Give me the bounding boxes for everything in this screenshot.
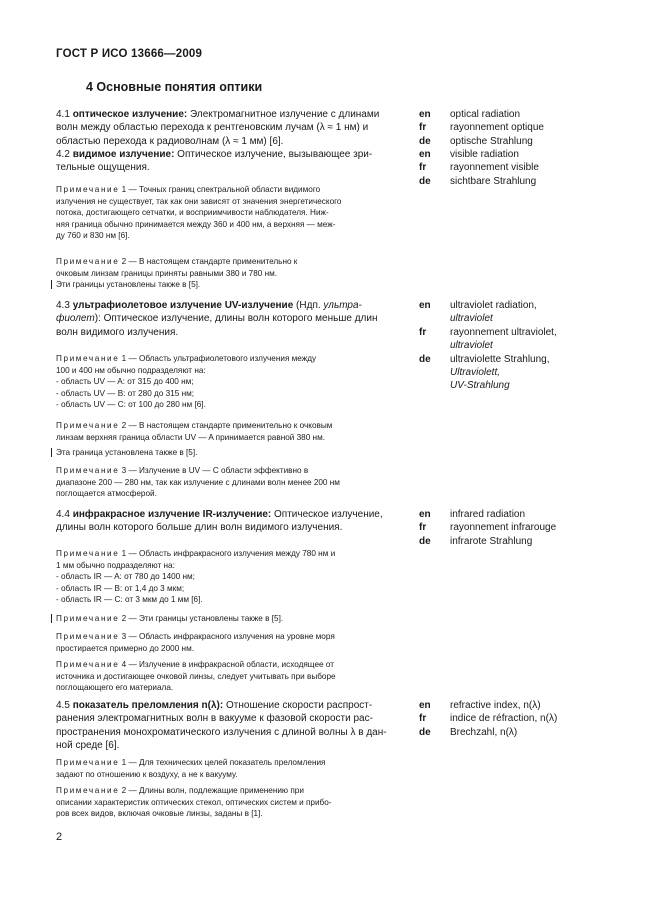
term-text: волн видимого излучения. [56,326,179,338]
note-text: 1 — Для технических целей показатель преломления [119,758,326,767]
term-text: ): Оптическое излучение, длины волн которого меньше длин [94,313,378,325]
translation: rayonnement visible [450,162,539,174]
note-4-3-1 [56,353,404,411]
translation: ultraviolette Strahlung, [450,353,550,365]
translation: indice de réfraction, n(λ) [450,713,558,725]
term-4-3 [56,299,404,339]
translations-4-4 [419,508,610,548]
note-text: - область IR — C: от 3 мкм до 1 мм [6]. [56,595,203,605]
lang-code: fr [419,713,427,725]
term-text: Электромагнитное излучение с длинами [187,109,380,120]
lang-code: de [419,726,431,738]
note-4-4-1 [56,548,404,606]
term-number: 4.3 [56,300,73,311]
translation: infrared radiation [450,509,526,520]
note-4-4-3 [56,631,404,654]
term-name: показатель преломления n(λ): [72,700,224,711]
note-text: 1 — Точных границ спектральной области видимого [119,185,321,194]
note-text: - область IR — A: от 780 до 1400 нм; [56,572,195,582]
amendment-text: Эти границы установлены также в [5]. [51,280,200,289]
note-label: Примечание [56,632,120,641]
note-label: Примечание [56,354,120,363]
note-text: ров всех видов, включая очковые линзы, заданы в [1]. [56,809,263,819]
note-text: 2 — В настоящем стандарте применительно к очковым [119,421,333,430]
note-text: 1 — Область ультрафиолетового излучения между [119,354,317,363]
note-text: простирается примерно до 2000 нм. [56,643,194,653]
term-number: 4.4 [56,509,73,520]
term-text: Оптическое излучение, вызывающее зри- [174,149,373,160]
note-text: излучения не существует, так как они зависят от значения энергетического [56,196,342,206]
term-text: длины волн которого больше длин волн видимого излучения. [56,522,343,534]
lang-code: en [419,509,431,520]
translations-4-2 [419,148,610,188]
translations-4-5 [419,699,610,739]
note-text: 3 — Излучение в UV — C области эффективно в [119,466,309,475]
lang-code: de [419,175,431,187]
translation: ultraviolet radiation, [450,300,537,311]
note-label: Примечание [56,758,120,767]
translation: optische Strahlung [450,135,533,147]
note-label: Примечание [56,421,120,430]
term-text: областью перехода к радиоволнам (λ ≈ 1 мм) [6]. [56,135,284,147]
translations-4-3 [419,299,610,393]
note-4-3-2 [56,420,404,459]
lang-code: en [419,300,431,311]
term-text: Отношение скорости распрост- [223,700,373,711]
term-text: ной среде [6]. [56,740,120,752]
note-label: Примечание [56,614,120,623]
note-text: очковым линзам границы приняты равными 380 и 780 нм. [56,268,278,278]
note-4-2-1 [56,184,404,242]
page-number: 2 [56,831,63,843]
term-4-5 [56,699,404,753]
term-number: 4.2 [56,149,73,160]
amendment-text: Эта граница установлена также в [5]. [51,448,197,457]
term-4-1 [56,108,404,148]
section-title: 4 Основные понятия оптики [86,80,263,94]
translation: refractive index, n(λ) [450,700,541,711]
term-text: Оптическое излучение, [271,509,383,520]
term-name: инфракрасное излучение IR-излучение: [72,509,272,520]
note-text: 1 мм обычно подразделяют на: [56,560,175,570]
note-text: 3 — Область инфракрасного излучения на уровне моря [119,632,335,641]
translation: sichtbare Strahlung [450,175,537,187]
note-label: Примечание [56,660,120,669]
note-text: 100 и 400 нм обычно подразделяют на: [56,365,206,375]
translation: visible radiation [450,149,519,160]
translation: Ultraviolett, [450,367,501,379]
translation: optical radiation [450,109,521,120]
lang-code: fr [419,162,427,174]
amendment-text: 2 — Эти границы установлены также в [5]. [119,614,284,623]
note-text: 2 — В настоящем стандарте применительно к [119,257,298,266]
note-label: Примечание [56,257,120,266]
lang-code: de [419,535,431,547]
note-text: 1 — Область инфракрасного излучения между 780 нм и [119,549,336,558]
note-text: поглощается атмосферой. [56,489,157,499]
note-text: 4 — Излучение в инфракрасной области, исходящее от [119,660,334,669]
note-4-2-2 [56,256,404,291]
lang-code: fr [419,122,427,134]
term-text: ранения электромагнитных волн в вакууме к фазовой скорости рас- [56,713,373,725]
lang-code: fr [419,522,427,534]
term-text: волн между областью перехода к рентгеновским лучам (λ ≈ 1 нм) и [56,122,369,134]
note-text: линзам верхняя граница области UV — A принимается равной 380 нм. [56,432,325,442]
translation: rayonnement optique [450,122,544,134]
term-4-2 [56,148,404,175]
lang-code: en [419,149,431,160]
deprecated-term: фиолет [56,313,95,325]
term-text: пространения монохроматического излучения с длиной волны λ в дан- [56,726,387,738]
translations-4-1 [419,108,610,148]
note-text: диапазоне 200 — 280 нм, так как излучение с длинами волн менее 200 нм [56,477,340,487]
term-number: 4.1 [56,109,73,120]
note-4-5-2 [56,785,404,820]
term-number: 4.5 [56,700,73,711]
deprecated-term: ультра- [323,300,362,311]
translation: ultraviolet [450,313,493,325]
note-4-3-3 [56,465,404,500]
translation: infrarote Strahlung [450,535,533,547]
term-4-4 [56,508,404,535]
translation: rayonnement ultraviolet, [450,326,557,338]
note-text: - область UV — B: от 280 до 315 нм; [56,388,195,398]
note-text: описании характеристик оптических стекол, оптических систем и прибо- [56,797,332,807]
translation: ultraviolet [450,340,493,352]
note-text: поглощающего его материала. [56,683,174,693]
note-text: няя граница обычно принимается между 360 и 400 нм, а верхняя — меж- [56,219,336,229]
note-label: Примечание [56,549,120,558]
document-id: ГОСТ Р ИСО 13666—2009 [56,48,203,60]
term-text: тельные ощущения. [56,162,150,174]
lang-code: de [419,135,431,147]
note-label: Примечание [56,466,120,475]
term-name: ультрафиолетовое излучение UV-излучение [72,300,294,311]
note-text: - область UV — A: от 315 до 400 нм; [56,377,194,387]
note-label: Примечание [56,185,120,194]
note-text: ду 760 и 830 нм [6]. [56,231,130,241]
note-text: 2 — Длины волн, подлежащие применению при [119,786,304,795]
note-4-4-4 [56,659,404,694]
note-4-4-2 [56,613,404,625]
note-text: - область UV — C: от 100 до 280 нм [6]. [56,400,206,410]
term-text: (Ндп. [293,300,324,311]
lang-code: fr [419,326,427,338]
lang-code: en [419,109,431,120]
note-label: Примечание [56,786,120,795]
translation: rayonnement infrarouge [450,522,557,534]
note-text: - область IR — B: от 1,4 до 3 мкм; [56,583,185,593]
term-name: оптическое излучение: [72,109,188,120]
term-name: видимое излучение: [72,149,175,160]
note-text: источника и достигающее очковой линзы, следует учитывать при выборе [56,671,336,681]
translation: Brechzahl, n(λ) [450,726,518,738]
note-text: задают по отношению к воздуху, а не к вакууму. [56,769,238,779]
lang-code: en [419,700,431,711]
note-text: потока, достигающего сетчатки, и восприимчивости наблюдателя. Ниж- [56,208,329,218]
lang-code: de [419,353,431,365]
translation: UV-Strahlung [450,380,510,392]
note-4-5-1 [56,757,404,780]
